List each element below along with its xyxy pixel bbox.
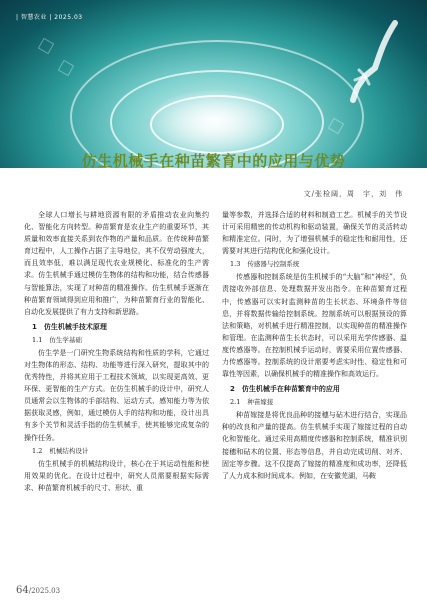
subsection-heading-1-3: [222, 258, 407, 270]
hero-banner-image: [0, 0, 427, 168]
hero-hex-decoration: [58, 60, 74, 76]
left-column: [24, 209, 209, 494]
article-title: 仿生机械手在种苗繁育中的应用与优势: [81, 152, 346, 170]
subsection-title: 仿生学基础: [49, 335, 82, 344]
article-authors: 文/张检阔，周 宇，刘 伟: [303, 190, 403, 198]
section-title: 仿生机械手在种苗繁育中的应用: [241, 385, 340, 394]
subsection-title: 传感器与控制系统: [247, 260, 300, 269]
paragraph-1-2: 仿生机械手的机械结构设计，核心在于其运动性能和使用效果的优化。在设计过程中，研究人员需要根据实际需求、种苗繁育机械手的尺寸、形状、重: [24, 459, 209, 492]
paragraph-2-1: 种苗嫁接是将优良品种的接穗与砧木进行结合，实现品种的改良和产量的提高。仿生机械手实现了嫁接过程的自动化和智能化。通过采用高精度传感器和控制系统，精准识别接穗和砧木的位置、形态等信息，并自动完成切削、对齐、固定等步骤。这不仅提高了嫁接的精准度和成功率，还降低了人力成本和时间成本。例如，在安徽芜湖，马鞍: [222, 411, 407, 480]
robot-hand-icon: [335, 18, 405, 108]
paragraph-continued: 量等参数，并选择合适的材料和制造工艺。机械手的关节设计可采用精密的传动机构和驱动装置，确保关节的灵活转动和精准定位。同时，为了增强机械手的稳定性和耐用性，还需要对其进行结构优化和强化设计。: [222, 211, 407, 256]
section-heading-1: [24, 321, 209, 333]
subsection-heading-1-2: [24, 445, 209, 457]
hero-hex-decoration: [38, 38, 54, 54]
section-title: 仿生机械手技术原理: [43, 322, 107, 331]
subsection-number: 2.1: [230, 398, 241, 407]
paragraph-1-3: 传感器和控制系统是仿生机械手的“大脑”和“神经”，负责接收外部信息、处理数据并发出指令。在种苗繁育过程中，传感器可以实时监测种苗的生长状态、环境条件等信息，并将数据传输给控制系统。控制系统可以根据预设的算法和策略，对机械手进行精准控制，以实现种苗的精准操作和管理。在监测种苗生长状态时，可以采用光学传感器、温度传感器等。在控制机械手运动时，需要采用位置传感器、力传感器等。控制系统的设计需要考虑实时性、稳定性和可靠性等因素，以确保机械手的精准操作和高效运行。: [222, 273, 407, 379]
subsection-number: 1.3: [230, 260, 241, 269]
section-heading-2: [222, 383, 407, 395]
page-number: 64: [16, 585, 29, 596]
issue-date: /2025.03: [28, 587, 61, 595]
subsection-number: 1.1: [32, 335, 43, 344]
section-number: 1: [32, 322, 37, 331]
section-number: 2: [230, 385, 235, 394]
header-tag: | 智慧农业 | 2025.03: [16, 14, 83, 21]
subsection-heading-2-1: [222, 396, 407, 408]
subsection-heading-1-1: [24, 334, 209, 346]
page-footer: [16, 578, 60, 597]
right-column: [222, 209, 407, 482]
hero-glow: [150, 90, 280, 150]
subsection-title: 机械结构设计: [49, 446, 89, 455]
intro-paragraph: 全球人口增长与耕地资源有限的矛盾推动农业向集约化、智能化方向转型。种苗繁育是农业生产的重要环节，其质量和效率直接关系到农作物的产量和品质。在传统种苗繁育过程中，人工操作占据了主导地位，其不仅劳动强度大，而且效率低，难以满足现代农业规模化、标准化的生产需求。仿生机械手通过模仿生物体的结构和功能，结合传感器与智能算法，实现了对种苗的精准操作。仿生机械手逐渐在种苗繁育领域得到应用和推广，为种苗繁育行业的智能化、自动化发展提供了有力支持和新思路。: [24, 211, 209, 316]
subsection-title: 种苗嫁接: [247, 398, 274, 407]
paragraph-1-1: 仿生学是一门研究生物系统结构和性质的学科，它通过对生物体的形态、结构、功能等进行深入研究，提取其中的优秀特性，并将其应用于工程技术领域，以实现更高效、更环保、更智能的生产方式。在仿生机械手的设计中，研究人员通常会以生物体的手部结构、运动方式、感知能力等为依据获取灵感，例如，通过模仿人手的结构和功能，设计出具有多个关节和灵活手指的仿生机械手，使其能够完成复杂的操作任务。: [24, 348, 209, 442]
subsection-number: 1.2: [32, 446, 43, 455]
